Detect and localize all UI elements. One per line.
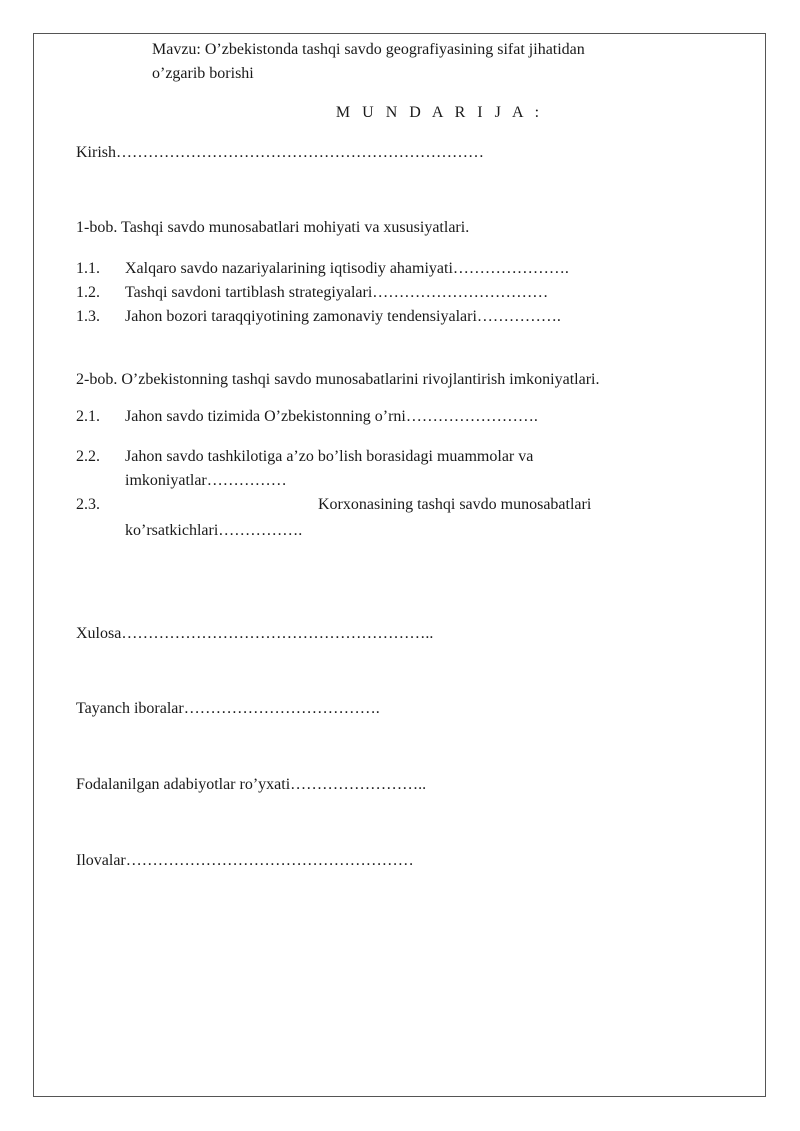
item-text: Tashqi savdoni tartiblash strategiyalari……………………………	[125, 284, 549, 301]
chapter2-title: 2-bob. O’zbekistonning tashqi savdo munosabatlarini rivojlantirish imkoniyatlari.	[76, 371, 600, 388]
item-number: 1.3.	[76, 308, 100, 325]
item-text: Korxonasining tashqi savdo munosabatlari	[318, 496, 592, 513]
chapter1-title: 1-bob. Tashqi savdo munosabatlari mohiyati va xususiyatlari.	[76, 219, 470, 236]
item-number: 1.2.	[76, 284, 100, 301]
item-number: 2.2.	[76, 448, 100, 465]
item-text: Jahon savdo tashkilotiga a’zo bo’lish borasidagi muammolar va	[125, 448, 534, 465]
item-number: 2.3.	[76, 496, 100, 513]
item-text: Jahon savdo tizimida O’zbekistonning o’rni…………………….	[125, 408, 538, 425]
toc-appendices: Ilovalar………………………………………………	[76, 852, 414, 869]
toc-intro: Kirish……………………………………………………………	[76, 144, 484, 161]
page-border	[33, 33, 766, 1097]
toc-keywords: Tayanch iboralar……………………………….	[76, 700, 380, 717]
item-text-continued: imkoniyatlar……………	[125, 472, 287, 489]
item-text-continued: ko’rsatkichlari…………….	[125, 522, 303, 539]
toc-heading: M U N D A R I J A :	[335, 104, 544, 121]
toc-conclusion: Xulosa…………………………………………………..	[76, 625, 434, 642]
item-number: 1.1.	[76, 260, 100, 277]
item-text: Jahon bozori taraqqiyotining zamonaviy tendensiyalari…………….	[125, 308, 561, 325]
topic-line-2: o’zgarib borishi	[152, 65, 254, 82]
item-number: 2.1.	[76, 408, 100, 425]
toc-references: Fodalanilgan adabiyotlar ro’yxati……………………..	[76, 776, 427, 793]
topic-line-1: Mavzu: O’zbekistonda tashqi savdo geografiyasining sifat jihatidan	[152, 41, 585, 58]
item-text: Xalqaro savdo nazariyalarining iqtisodiy ahamiyati………………….	[125, 260, 569, 277]
